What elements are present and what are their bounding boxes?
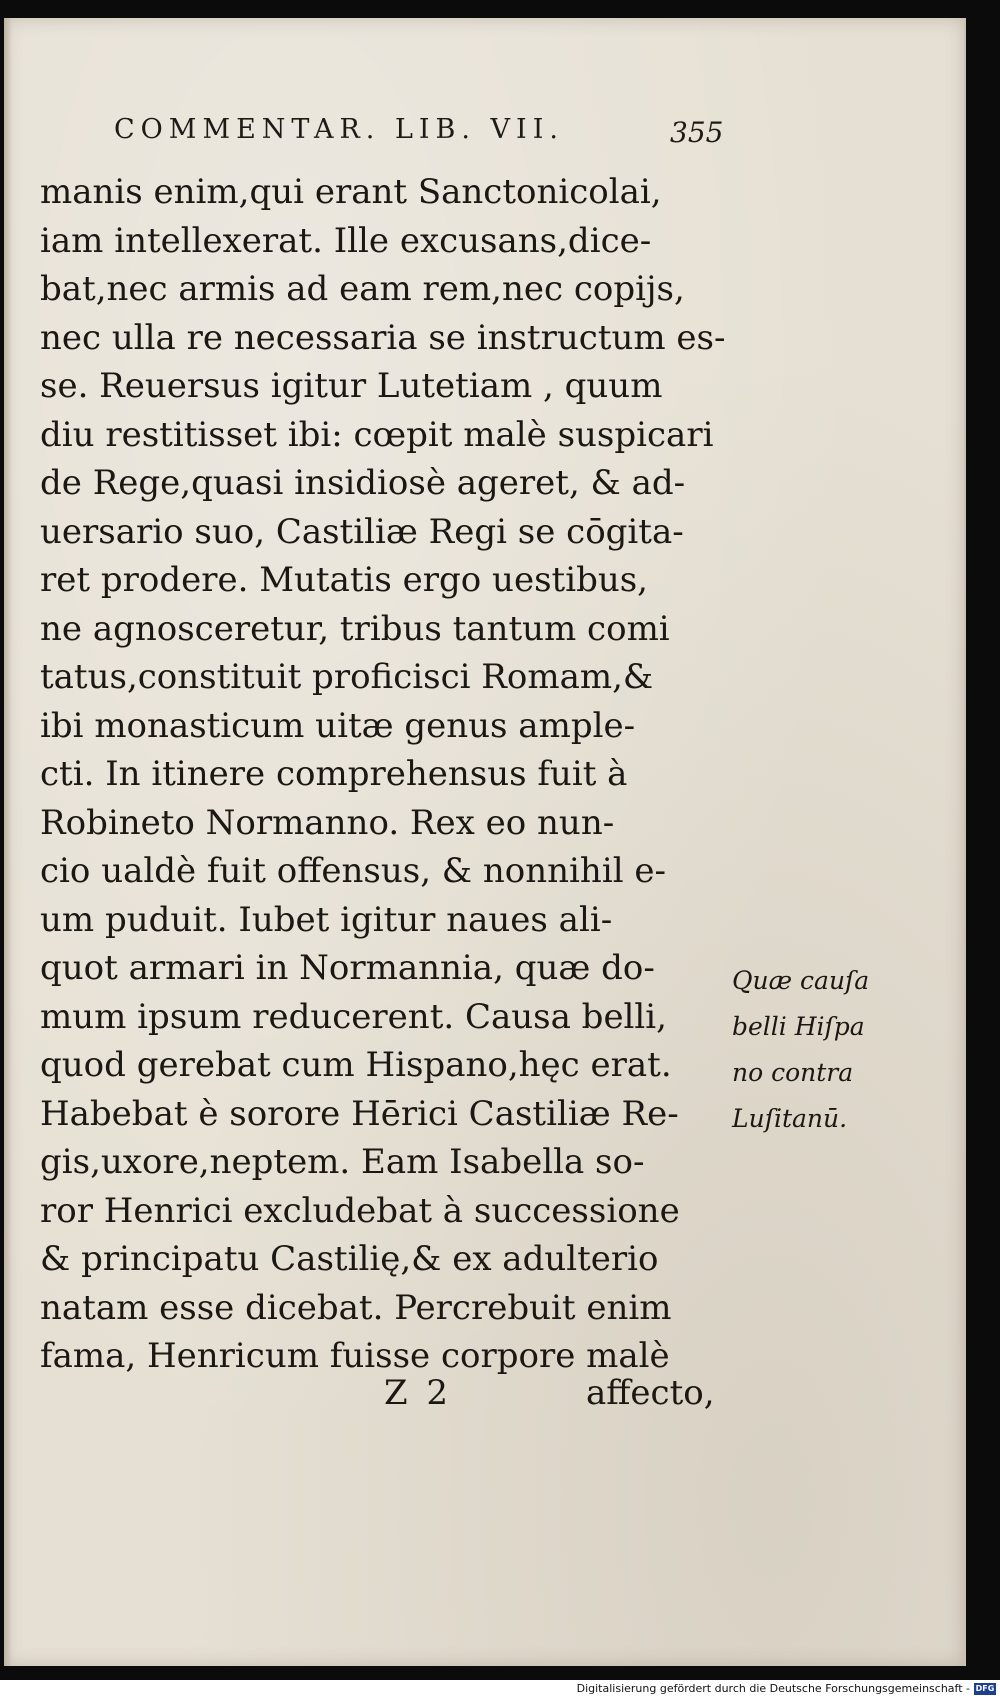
text-line: natam esse dicebat. Percrebuit enim bbox=[40, 1287, 672, 1328]
text-line: bat,nec armis ad eam rem,nec copijs, bbox=[40, 269, 685, 309]
text-line: uersario suo, Castiliæ Regi se cōgita- bbox=[40, 511, 684, 552]
digitization-footer bbox=[0, 1680, 1000, 1700]
margin-note-line: no contra bbox=[732, 1058, 854, 1087]
text-line: se. Reuersus igitur Lutetiam , quum bbox=[40, 366, 663, 406]
text-line: cio ualdè fuit offensus, & nonnihil e- bbox=[40, 851, 666, 891]
text-line: iam intellexerat. Ille excusans,dice- bbox=[40, 220, 652, 261]
text-line: mum ipsum reducerent. Causa belli, bbox=[40, 996, 667, 1037]
page-header bbox=[114, 114, 724, 154]
book-page bbox=[4, 18, 966, 1666]
dfg-logo: DFG bbox=[975, 1684, 995, 1693]
text-line: & principatu Castilię,& ex adulterio bbox=[40, 1239, 659, 1279]
text-line: ibi monasticum uitæ genus ample- bbox=[40, 705, 636, 746]
text-line: nec ulla re necessaria se instructum es- bbox=[40, 317, 726, 358]
text-line: ne agnosceretur, tribus tantum comi bbox=[40, 608, 670, 649]
text-line: quot armari in Normannia, quæ do- bbox=[40, 948, 655, 988]
text-line: cti. In itinere comprehensus fuit à bbox=[40, 754, 628, 794]
text-line: ret prodere. Mutatis ergo uestibus, bbox=[40, 560, 648, 600]
text-line: ror Henrici excludebat à successione bbox=[40, 1190, 680, 1231]
text-line: Habebat è sorore Hērici Castiliæ Re- bbox=[40, 1093, 679, 1134]
text-line: um puduit. Iubet igitur naues ali- bbox=[40, 899, 613, 940]
margin-note-line: belli Hiſpa bbox=[732, 1012, 865, 1041]
text-line: gis,uxore,neptem. Eam Isabella so- bbox=[40, 1142, 645, 1182]
text-line: Robineto Normanno. Rex eo nun- bbox=[40, 802, 615, 843]
main-text-block bbox=[40, 168, 740, 1381]
page-number: 355 bbox=[670, 116, 724, 149]
margin-note-line: Luſitanū. bbox=[732, 1104, 848, 1133]
text-line: diu restitisset ibi: cœpit malè suspicari bbox=[40, 414, 714, 455]
margin-note bbox=[732, 958, 902, 1142]
text-line: tatus,constituit proficisci Romam,& bbox=[40, 657, 654, 697]
margin-note-line: Quæ cauſa bbox=[732, 966, 870, 995]
running-head: COMMENTAR. LIB. VII. bbox=[114, 114, 564, 145]
signature-mark: Z 2 bbox=[384, 1373, 453, 1413]
text-line: manis enim,qui erant Sanctonicolai, bbox=[40, 172, 662, 212]
catchword: affecto, bbox=[586, 1373, 715, 1413]
text-line: de Rege,quasi insidiosè ageret, & ad- bbox=[40, 463, 686, 503]
funding-credit: Digitalisierung gefördert durch die Deutsche Forschungsgemeinschaft - bbox=[576, 1682, 970, 1695]
text-line: fama, Henricum fuisse corpore malè bbox=[40, 1336, 670, 1376]
page-gutter-shadow bbox=[4, 18, 12, 1666]
text-line: quod gerebat cum Hispano,hęc erat. bbox=[40, 1045, 672, 1085]
